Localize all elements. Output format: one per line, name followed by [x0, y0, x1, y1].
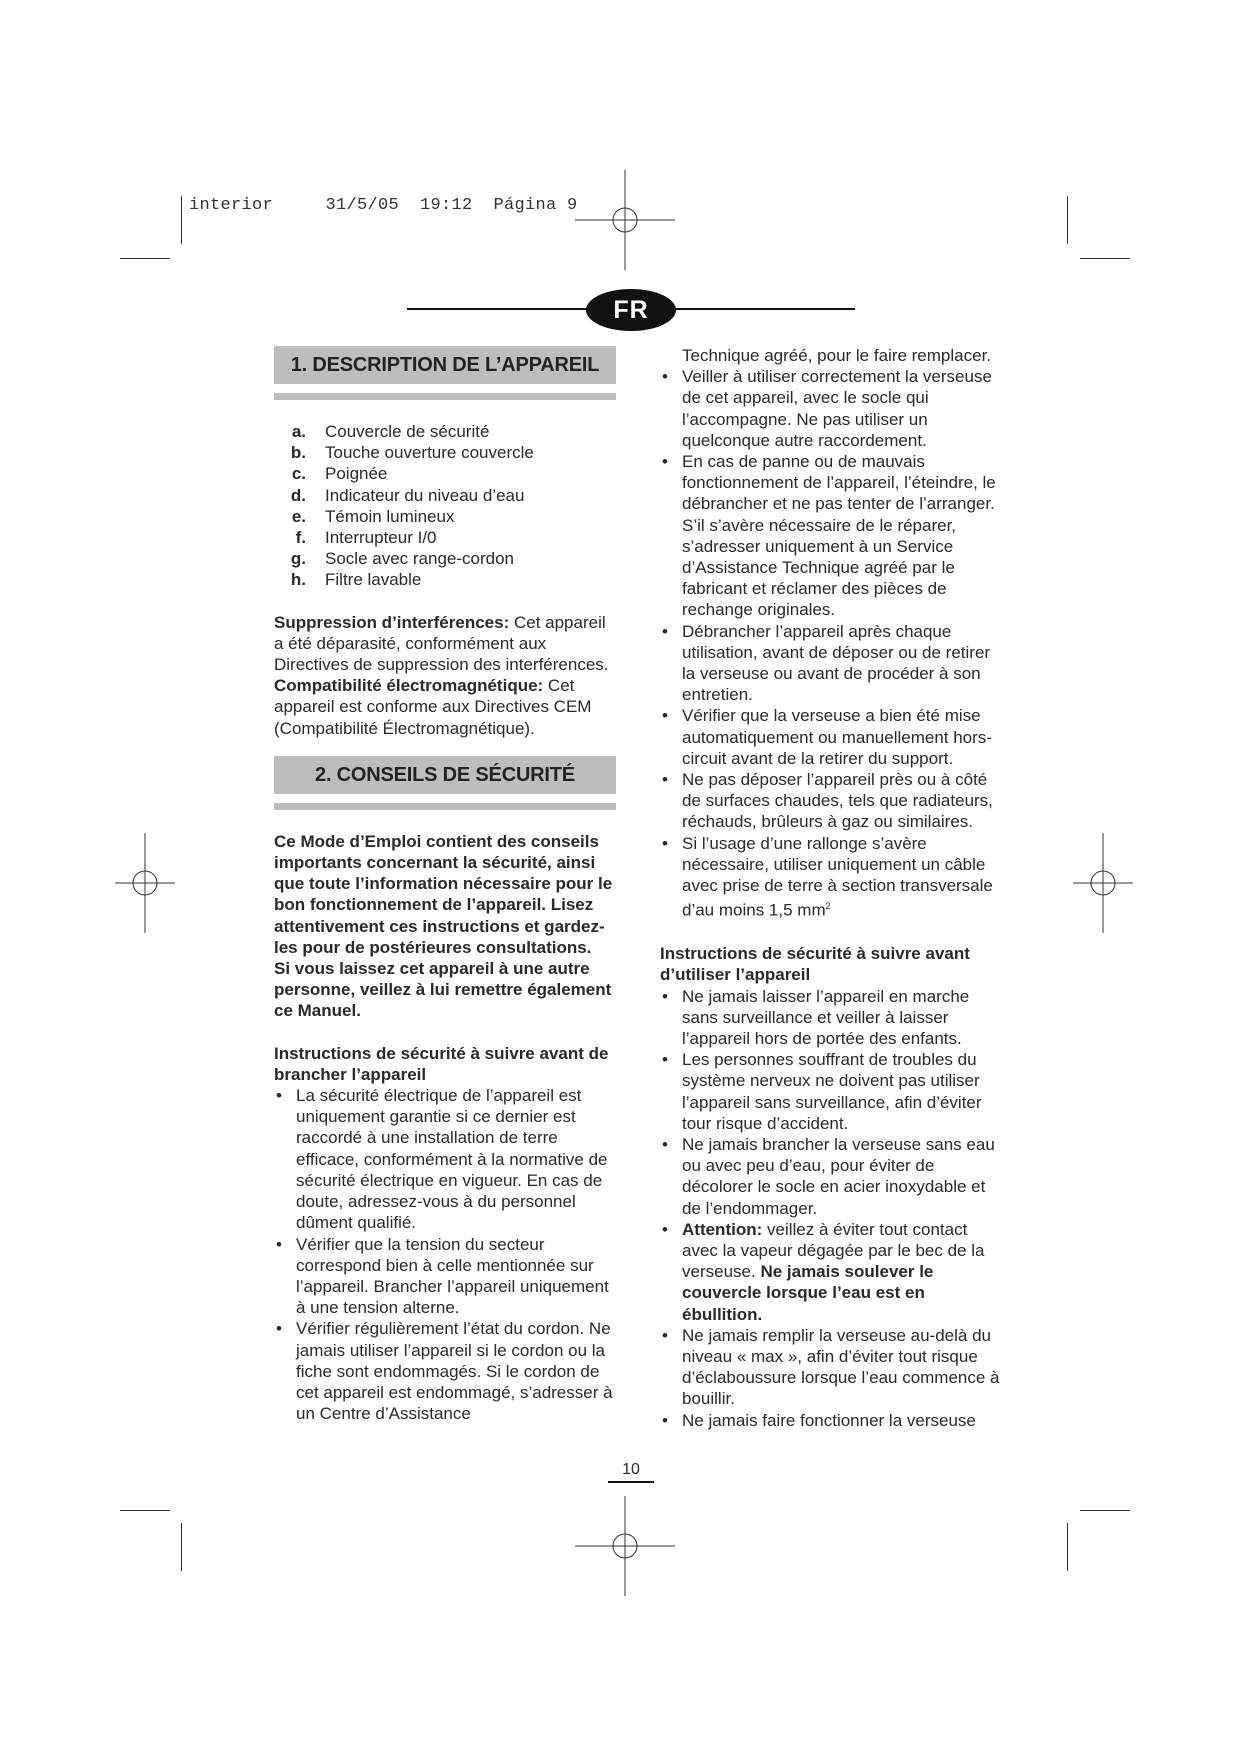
part-label: Socle avec range-cordon [325, 549, 515, 569]
parts-list [274, 421, 616, 591]
before-plug-title: Instructions de sécurité à suivre avant de brancher l’appareil [274, 1043, 609, 1084]
attention-label: Attention: [682, 1219, 763, 1239]
part-label: Poignée [325, 464, 388, 484]
part-label: Filtre lavable [325, 570, 422, 590]
list-item [274, 485, 616, 506]
list-item: • Les personnes souffrant de troubles du système nerveux ne doivent pas utiliser l’appareil sans surveillance, afin d’éviter tour risque d’accident. [660, 1049, 1002, 1134]
list-item: • Ne pas déposer l’appareil près ou à côté de surfaces chaudes, tels que radiateurs, réchauds, brûleurs à gaz ou similaires. [660, 769, 1002, 833]
crop-mark [1080, 258, 1130, 259]
emc-text: Cet appareil est conforme aux Directives CEM (Compatibilité Électromagnétique). [274, 676, 592, 738]
before-use-list [660, 986, 1002, 1431]
right-column [660, 345, 1002, 1431]
language-badge: FR [586, 289, 676, 331]
list-item [274, 548, 616, 569]
registration-mark-bottom [575, 1496, 675, 1596]
part-label: Interrupteur I/0 [325, 528, 437, 548]
list-item [274, 569, 616, 590]
list-item: • Vérifier régulièrement l’état du cordon. Ne jamais utiliser l’appareil si le cordon ou la fiche sont endommagés. Si le cordon de cet appareil est endommagé, s’adresser à un Centre d’Assistance [274, 1318, 616, 1424]
list-item: • Ne jamais brancher la verseuse sans eau ou avec peu d’eau, pour éviter de décolorer le socle en acier inoxydable et de l’endommager. [660, 1134, 1002, 1219]
registration-mark-right [1053, 833, 1153, 933]
crop-mark [181, 1523, 182, 1571]
safety-list-continued [660, 366, 1002, 921]
list-item: • Ne jamais remplir la verseuse au-delà du niveau « max », afin d’éviter tout risque d’éclaboussure lorsque l’eau commence à bouillir. [660, 1325, 1002, 1410]
list-item: • Vérifier que la tension du secteur correspond bien à celle mentionnée sur l’appareil. Brancher l’appareil uniquement à une tension alterne. [274, 1234, 616, 1319]
list-item [274, 527, 616, 548]
section-2-rule [274, 803, 616, 810]
list-item: • Ne jamais laisser l’appareil en marche sans surveillance et veiller à laisser l’appareil hors de portée des enfants. [660, 986, 1002, 1050]
list-item [660, 833, 1002, 921]
interference-label: Suppression d’interférences: [274, 612, 510, 632]
list-item [274, 506, 616, 527]
superscript: 2 [825, 901, 831, 912]
page-number: 10 [608, 1459, 654, 1483]
list-item: • Débrancher l’appareil après chaque utilisation, avant de déposer ou de retirer la verseuse ou avant de procéder à son entretien. [660, 621, 1002, 706]
registration-mark-left [95, 833, 195, 933]
part-key: d. [290, 485, 306, 505]
crop-mark [181, 196, 182, 244]
list-item: • Veiller à utiliser correctement la verseuse de cet appareil, avec le socle qui l’accompagne. Ne pas utiliser un quelconque autre raccordement. [660, 366, 1002, 451]
attention-warning: Ne jamais soulever le couvercle lorsque l’eau est en ébullition. [682, 1262, 934, 1324]
part-key: e. [291, 506, 306, 526]
crop-mark [1080, 1510, 1130, 1511]
part-key: h. [290, 570, 306, 590]
interference-paragraph [274, 612, 616, 676]
safety-intro-2: Si vous laissez cet appareil à une autre personne, veillez à lui remettre également ce Manuel. [274, 959, 612, 1021]
safety-intro: Ce Mode d’Emploi contient des conseils importants concernant la sécurité, ainsi que toute l’information nécessaire pour le bon fonctionnement de l’appareil. Lisez attentivement ces instructions et gardez-les pour de postérieures consultations. [274, 831, 613, 957]
extension-text: Si l’usage d’une rallonge s’avère nécessaire, utiliser uniquement un câble avec prise de terre à section transversale d’au moins 1,5 mm [682, 833, 993, 920]
part-key: c. [291, 464, 306, 484]
list-item: • Ne jamais faire fonctionner la verseuse [660, 1410, 1002, 1431]
section-1-title: 1. DESCRIPTION DE L’APPAREIL [274, 346, 616, 384]
list-item: • Vérifier que la verseuse a bien été mise automatiquement ou manuellement hors-circuit avant de la retirer du support. [660, 705, 1002, 769]
section-1-rule [274, 393, 616, 400]
continued-text: Technique agréé, pour le faire remplacer. [682, 346, 992, 365]
print-slug: interior 31/5/05 19:12 Página 9 [189, 196, 578, 215]
before-plug-list [274, 1085, 616, 1424]
part-key: g. [290, 549, 306, 569]
part-key: b. [290, 443, 306, 463]
section-2-title: 2. CONSEILS DE SÉCURITÉ [274, 756, 616, 794]
list-item [274, 442, 616, 463]
list-item [274, 463, 616, 484]
part-key: a. [291, 422, 306, 441]
header-rule-right [670, 308, 855, 310]
list-item [660, 1219, 1002, 1325]
before-use-title: Instructions de sécurité à suivre avant d’utiliser l’appareil [660, 944, 970, 985]
list-item: • En cas de panne ou de mauvais fonctionnement de l’appareil, l’éteindre, le débrancher et ne pas tenter de l’arranger. S’il s’avère nécessaire de le réparer, s’adresser uniquement à un Service d’Assistance Technique agréé par le fabricant et réclamer des pièces de rechange originales. [660, 451, 1002, 621]
list-item: • La sécurité électrique de l’appareil est uniquement garantie si ce dernier est raccordé à une installation de terre efficace, conformément à la normative de sécurité électrique en vigueur. En cas de doute, adressez-vous à du personnel dûment qualifié. [274, 1085, 616, 1233]
left-column [274, 346, 616, 1424]
part-label: Couvercle de sécurité [325, 422, 490, 441]
part-label: Témoin lumineux [325, 506, 455, 526]
crop-mark [1067, 196, 1068, 244]
emc-label: Compatibilité électromagnétique: [274, 676, 544, 696]
part-label: Indicateur du niveau d’eau [325, 485, 525, 505]
part-label: Touche ouverture couvercle [325, 443, 534, 463]
part-key: f. [295, 528, 306, 548]
emc-paragraph [274, 675, 616, 739]
attention-text: veillez à éviter tout contact avec la vapeur dégagée par le bec de la verseuse. [682, 1219, 985, 1282]
crop-mark [120, 258, 170, 259]
interference-text: Cet appareil a été déparasité, conformément aux Directives de suppression des interférences. [274, 612, 609, 675]
list-item [274, 421, 616, 442]
header-rule-left [407, 308, 592, 310]
registration-mark-top [575, 170, 675, 270]
crop-mark [120, 1510, 170, 1511]
crop-mark [1067, 1523, 1068, 1571]
